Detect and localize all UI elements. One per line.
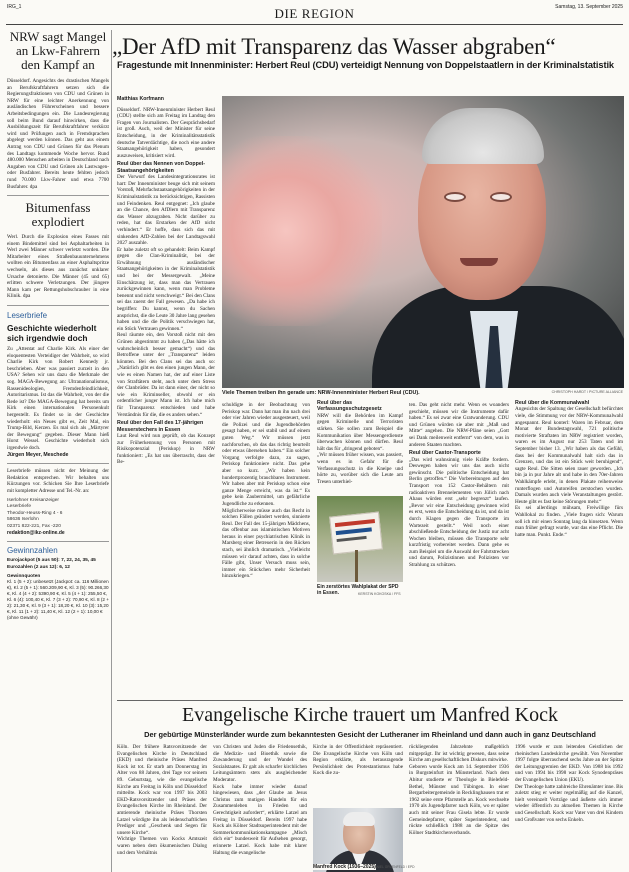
article-headline: Bitumenfass explodiert: [25, 200, 91, 230]
kock-headline: Evangelische Kirche trauert um Manfred Kock: [182, 704, 558, 726]
issue-date: Samstag, 13. September 2025: [555, 4, 623, 10]
subheading: Reul über die Kommunalwahl: [515, 400, 590, 406]
header-rule: [6, 24, 623, 25]
lead-column-5: [515, 400, 623, 698]
kock-column-1: [117, 744, 207, 870]
article-body: Kirche in der Öffentlichkeit repräsentiert. Die Evangelische Kirche von Köln und Region erklärte, als herausragende Persönlichkeit des Protestantismus habe Kock die zu-: [313, 744, 403, 777]
divider: [7, 463, 109, 464]
page-code: IRG_1: [7, 4, 22, 10]
section-title: DIE REGION: [274, 6, 355, 21]
letters-label: Leserbriefe: [7, 311, 48, 321]
address-line: 02371 822-221, Fax -220: [7, 523, 61, 529]
letters-address: [7, 498, 109, 531]
article-body: „Wir müssen früher wissen, was passiert, wenn es in Gefahr für die Verfassungsschutz in die Kneipe und hörte zu, worüber sich die Leute am Tresen unterhiel-: [317, 452, 403, 485]
article-body: Wichtige Themen von Kocks Amtszeit waren neben dem ökumenischen Dialog und dem Verhältnis: [117, 836, 207, 856]
article-body: Düsseldorf. Angesichts des drastischen Mangels an Berufskraftfahrern setzen sich die Regierungsfraktionen von CDU und Grünen in NRW für eine leichter Anerkennung von ausländischen Führerscheinen und bessere Arbeitsbedingungen ein. Die Landesregierung soll beim Bund darauf hinwirken, dass die Ausbildungszeit für Berufskraftfahrer verkürzt wird und Prüfungen auch in Fremdsprachen abgelegt werden können. Das geht aus einem Antrag von CDU und Grünen für das Plenum des Landtags kommende Woche hervor. Rund 480.000 Menschen arbeiten in Deutschland nach Angaben von CDU und Grünen als Lastwagen-oder Busfahrer. Bereits heute fehlten jedoch rund 70.000 Lkw-Fahrer und etwa 7700 Busfahrer. dpa: [7, 78, 109, 190]
author: Matthias Korfmann: [117, 96, 164, 102]
lead-subtitle: Fragestunde mit Innenminister: Herbert Reul (CDU) verteidigt Nennung von Doppelstaatlern in der Kriminalstatistik: [117, 60, 615, 70]
section-rule: [117, 700, 623, 701]
eurojackpot-numbers: Eurojackpot (5 aus 50): 7, 22, 24, 35, 45: [7, 558, 96, 564]
article-body: Kock habe immer wieder darauf hingewiesen, dass „der Glaube an Jesus Christus zum mutigen Handeln für ein Zusammenleben in Frieden und Gerechtigkeit aufordert“, erklärte Latzel am Freitag in Düsseldorf. Bereits 1997 habe Kock als Kölner Stadtsuperintendent mit der Sommerkommunikationskampagne „Misch dich ein“ bundesweit für Aufsehen gesorgt, erinnerte Latzel. Kock habe mit klarer Haltung die evangelische: [213, 783, 307, 856]
kock-column-2: [213, 744, 307, 870]
divider: [7, 541, 109, 542]
article-body: Angesichts der Spaltung der Gesellschaft befürchtet viele, die Stimmung vor der NRW-Kommunalwahl angespannt. Reul konterl: Waren im Februar, dem Monat der Bundestagswahl, 721 politische motivierte Straftaten im NRW registriert worden, waren es im August nur 253 Taten und im September bisher 13. „Wir haben als das Gefühl, dass bei der Kommunalwahl halt sich das in Grenzen, und das ist ein Stück weit beruhigend“, sagte Reul. Die Sitten seien rauer geworden. „Ich bin ja in pur Jahre alt und habe in den 70er-Jahren Wahlkämpfe erlebt, in denen Plakate reihenweise runterflogen und Autoreifen zerstochen wurden. Damals wurden auch viele Veranstaltungen gestört. Heute gibt es fast keine Störungen mehr.“: [515, 406, 623, 505]
article-body: 1996 wurde er zum leitenden Geistlichen der rheinischen Landeskirche gewählt. Von November 1997 folgte überraschend sechs Jahre an der Spitze der Leitungsgremien der EKD. Von 1988 bis 1992 und von 1994 bis 1998 war Kock Synodenpräses der Evangelischen Union (EKU).: [515, 744, 623, 783]
article-body: Werl. Durch die Explosion eines Fasses mit einem Bindemittel sind bei Asphaltarbeiten in Werl zwei Männer schwer verletzt worden. Die Mitarbeiter eines Straßenbauunternehmens wollten ein Bitumenfass an einer Asphaltspritze wechseln, als dieses aus zunächst unklarer Ursache detonierte. Die Männer (45 und 65) erlitten schwere Verletzungen. Der jüngere Mann kam per Rettungshubschrauber in eine Klinik. dpa: [7, 234, 109, 300]
photo-caption: Manfred Kock (1936–2025): [313, 864, 376, 870]
article-body: Es sei allerdings mühsam, Freiwillige fürs Wahllokal zu finden. „Viele fragen sich: Warum soll ich mir einen Sonntag lang da hinsetzen. Wenn man früher gefragt wurde, war das eine Pflicht. Die hatte man. Punkt. Ende.“: [515, 505, 623, 538]
letters-email[interactable]: redaktion@ikz-online.de: [7, 530, 65, 537]
article-body: ten. Das geht nicht mehr. Wenn es woanders geschieht, müssen wir die Instrumente dafür haben.“ Es sei zwar eine Gratwanderung. CDU und Grünen würden sie aber mit „Maß und Mitte“ angehen. Die NRW-Pläne seien „Gott sei Dank meilenweit entfernt“ von dem, was in anderen Staaten machten.: [409, 402, 509, 448]
address-line: Leserbriefe: [7, 504, 31, 510]
lotto-label: Gewinnzahlen: [7, 546, 58, 556]
kock-column-4: [409, 744, 509, 870]
article-body: Der Vorwurf des Landesintegrationsrates ist hart: Der Innenminister beuge sich mit seinem Vorstoß, Mehrfachstaatsangehörigkeiten in der Kriminalstatistik zu berücksichtigen, Rassisten und Feindenken. Reul entgegnet: „Ich glaube an die Chance, den AfDlern mit Transparenz das Wasser abzugraben. Nicht darüber zu reden, hat das Erstarken der AfD nicht verhindert.“ Er hoffe, dass sich das mit sinkenden AfD-Zahlen bei der Landtagswahl 2027 auszahle.: [117, 174, 215, 247]
photo-caption: Viele Themen treiben ihn gerade um: NRW-Innenminister Herbert Reul (CDU).: [222, 390, 420, 396]
letter-author: Jürgen Meyer, Meschede: [7, 451, 69, 458]
address-line: 58636 Iserlohn: [7, 517, 39, 523]
kock-portrait: [313, 808, 403, 872]
letters-note: Leserbriefe müssen nicht der Meinung der Redaktion entsprechen. Wir behalten uns Kürzungen vor. Schicken Sie Ihre Leserbriefe mit kompletter Adresse und Tel.-Nr. an:: [7, 468, 109, 494]
lead-column-2: [222, 402, 310, 698]
article-body: Möglicherweise müsse auch das Recht in solchen Fällen geändert werden, sinnierte Reul. Der Fall des 15-jährigen Mädchens, das offenbar aus islamistischen Motiven heraus in einer psychiatrischen Klinik in Marsberg einer Betreuerin in den Rücken stach, sei ähnlich dramatisch. „Vielleicht müssen wir darauf achten, dass in solche Fälle gibt, Unser Versuch muss sein, immer ein Stückchen mehr Sicherheit hinzukriegen.“: [222, 507, 310, 580]
article-body: „Das wird wahnsinnig viele Kräfte fordern. Deswegen haben wir uns das auch nicht gewünscht. Die politische Entscheidung hat Berlin getroffen.“ Die Vorbereitungen auf den Transport von 152 Castor-Behältern mit radioaktiven Brennelementen von Jülich nach Ahaus würden erst „sehr begrenzt“ laufen. „Bevor wir eine Entscheidung gewinnen wird es erst, wenn die Entscheidung da ist, und da ist durch Klagen gegen die Transporte im Wartezeit gestellt.“ Weil noch einer abschließende Entscheidung der Justiz nur acht Wochen bleiben, müssen die Transporte sehr kurzfristig vorbereitet werden. Dann gehe es zum Beispiel um die Auswahl der Fahrtstrecken und darum, Polizistinnen und Polizisten vor Strahlung zu schützen.: [409, 456, 509, 569]
article-body: Reul räumte ein, den Vorstoß nicht mit den Grünen abgestimmt zu haben („Das hätte ich wahrscheinlich besser gemacht“) und das Betroffene unter der „Transparenz“ leiden könnten. Bei den Clans sei das auch so: „Natürlich gibt es den einen jungen Mann, der wie es einen Namen hat, der auf einer Liste von Straftätern steht, auch unter dem Stress der Clanbrüder. Da ist dann einer, der nicht so wie ein Kriminseller, obwohl er ein ordentlicher junger Mann ist. Ich habe mich für Transparenz entschieden und habe Verständnis für die, die es anders sehen.“: [117, 332, 215, 418]
divider: [7, 305, 109, 306]
photo-credit: DANIEL GRUENFELD / EPD: [372, 865, 415, 869]
subheading: Reul über das Nennen von Doppel-Staatsangehörigkeiten: [117, 161, 205, 174]
kock-subtitle: Der gebürtige Münsterländer wurde zum bekanntesten Gesicht der Lutheraner im Rheinland und dann auch in ganz Deutschland: [144, 730, 596, 739]
lead-column-3: [317, 400, 403, 496]
lead-photo: [222, 96, 624, 388]
article-body: Düsseldorf. NRW-Innenminister Herbert Reul (CDU) stellte sich am Freitag im Landtag den Fragen von Journalisten. Der Gesprächsbedarf ist groß. Auch, weil der Minister für seine Entscheidung, in der Kriminalitätsstatistik deutsche Tatverdächtige, die noch eine andere Staatsangehörigkeit haben, gesondert auszuweisen, kritisiert wird.: [117, 106, 215, 159]
photo-caption: Ein zerstörtes Wahlplakat der SPD in Essen.: [317, 584, 399, 596]
address-line: Theodor-Heuss-Ring 4 - 6: [7, 510, 63, 516]
kock-column-3: [313, 744, 403, 804]
kock-column-5: [515, 744, 623, 870]
eurozahlen: Eurozahlen (2 aus 12): 6, 12: [7, 565, 70, 571]
left-column: [7, 30, 109, 868]
divider: [7, 195, 109, 196]
letter-title: Geschichte wiederholt sich irgendwie doch: [7, 323, 97, 343]
letter-body: Zu „Attentat auf Charlie Kirk. Als einer der eloquentesten Verteidiger der Wahrheit, so wird Charlie Kirk von Robert Kennedy jr. beschrieben. Aber was passiert zurzeit in den USA? Sehen wir uns dazu die Merkmale der sog. MAGA-Bewegung an: Ultranationalismus, Rassenideologien, Fremdenfeindlichkeit, Autoritarismus. Ist das die Wahrheit, von der die Rede ist? Die MAGA-Bewegung hat bereits um Kirk einen internationalen Personenkult hergestellt. Es findet so in der Geschichte wiederholt: ein Neues gibt es, Zeit Mal, ein Trump-Bild, Kerzen. Es mal sich als „Märtyrer der Bewegung“ gegeben. Dieser Mann hieß Horst Wessel. Geschichte wiederholt sich irgendwie doch.: [7, 346, 109, 451]
quoten-label: Gewinnquoten: [7, 573, 41, 579]
article-body: schuldigte in der Beobachtung von Periskop war. Dann hat man ihn nach drei oder vier Jahren wieder ausgesteuert, weil die Polizei und die Jugendbehörden gesagt haben, er sei stabil und auf einem guten Weg.“ Wir müssen jetzt nachforschen, ob das das richtig beurteilt oder etwas übersehen haben.“ Ein solcher Vorgang verfolgte dazu, zu sagen, Periskop funktioniere nicht. Das gehe aber so kurz. „Wir haben kein hundertprozentig brauchbares Instrument. Wir haben aber mit Periskop schon eine ganze Menge erreicht, was da ist.“ Es gebe kein Zaubermittel, um gefährliche Jugendliche zu erkennen.: [222, 402, 310, 507]
lead-headline: „Der AfD mit Transparenz das Wasser abgraben“: [112, 34, 556, 59]
address-line: Iserlohner Kreisanzeiger: [7, 497, 59, 503]
article-body: rückliegenden Jahrzehnte maßgeblich mitgeprägt. Ihr ist wichtig gewesen, dass seine Kirche am gesellschaftlichen Diskurs mitwirke.: [409, 744, 509, 764]
article-headline: NRW sagt Mangel an Lkw-Fahrern den Kampf an: [9, 30, 107, 72]
article-body: Er habe zuletzt oft so gehandelt: Beim Kampf gegen die Clan-Kriminalität, bei der Erwähnung ausländischer Staatsangehörigkeiten in der Kriminalstatistik und bei der Messergewalt. „Meine Einschätzung ist, dass man das Vertrauen zurückgewinnen kann, wenn man Probleme benennt und nicht verschweigt.“ Bei den Clans sei das zuerst der Fall gewesen. „Da habe ich begriffen: Du kannst, wenn du Sachen ansprichst, die die Leute 30 Jahre lang gesehen haben und die die Politik verschwiegen hat, ein Stück Vertrauen gewinnen.“: [117, 246, 215, 332]
article-body: von Christen und Juden die Friedensethik, die Medizin- und Bioethik sowie die Zuwanderung und der Wandel des Sozialstaates. Er galt als scharfer kirchlichen Leitungsämtern stets als ausgleichender Moderator.: [213, 744, 307, 783]
photo-credit: KERSTIN KOKOSKA / FFS: [358, 592, 401, 596]
quoten: Kl. 1 (5 + 2): unbesetzt (Jackpot: ca. 116 Millionen €), Kl. 2 (5 + 1): 560.209,90 €, Kl. 3 (5): 90.266,30 €, Kl. 4 (4 + 2): 5390,90 €, Kl. 5 (4 + 1): 255,50 €, Kl. 6 (4): 100,40 €, Kl. 7 (3 + 2): 70,90 €, Kl. 8 (2 + 2): 21,30 €, Kl. 9 (3 + 1): 18,20 €, Kl. 10 (3): 15,20 €, Kl. 11 (1 + 2): 11,40 €, Kl. 12 (2 + 1): 10,00 € (ohne Gewähr): [7, 578, 109, 620]
subheading: Reul über Castor-Transporte: [409, 450, 481, 457]
election-poster-photo: [317, 496, 403, 582]
lead-column-1: [117, 96, 215, 696]
subheading: Reul über das Verfassungsschutzgesetz: [317, 400, 382, 413]
article-body: Laut Reul wird nun geprüft, ob das Konzept zur Früherkennung von Personen mit Risikopotenzial (Periskop) in NRW funktioniert: „Es hat uns überrascht, dass der Be-: [117, 432, 215, 466]
lead-column-4: [409, 402, 509, 698]
article-body: Köln. Der frühere Ratsvorsitzende der Evangelischen Kirche in Deutschland (EKD) und rheinische Präses Manfred Kock ist tot. Er starb am Donnerstag im Alter von 88 Jahren, drei Tage vor seinem 89. Geburtstag, wie die evangelische Kirche am Freitag in Köln und Düsseldorf mitteilte. Kock war von 1997 bis 2003 EKD-Ratsvorsitzender und Präses der Evangelischen Kirche im Rheinland. Der amtierende rheinische Präses Thorsten Latzel würdigte ihn als leidenschaftlichen Prediger und „Geschenk und Segen für unsere Kirche“.: [117, 744, 207, 836]
photo-credit: CHRISTOPH HARDT / PICTURE ALLIANCE: [551, 390, 623, 394]
subheading: Reul über den Fall des 17-jährigen Messerstechers in Essen: [117, 420, 204, 433]
article-body: NRW will die Behörden im Kampf gegen Kriminelle und Terroristen stärken. Sie sollen zum Beispiel die Kommunikation über Messengerdienste überwachen können und dürfen. Reul hält das für „dringend geboten“.: [317, 412, 403, 452]
column-rule: [111, 30, 112, 872]
article-body: Geboren wurde Kock am 14. September 1936 in Burgsteinfurt im Münsterland. Nach dem Abitur studierte er Theologie in Bielefeld-Bethel, Münster und Tübingen. In einer Bergarbeitergemeinde in Recklinghausen trat er 1962 seine erste Pfarrstelle an. Kock wechselte 1970 als Jugendpfarrer nach Köln, wo er später auch mit seiner Frau Gisela lebte. Er wurde Gemeindepfarrer, später Superintendent, und rückte schließlich 1988 an die Spitze des Kölner Stadtkirchenverbands.: [409, 763, 509, 836]
article-body: Der Theologe hatte zahlreiche Ehrenämter inne. Bis zuletzt stieg er weiter regelmäßig auf die Kanzel, hielt vereinzelt Vorträge und äußerte sich immer wieder öffentlich zu aktuellen Themen in Kirche und Gesellschaft. Kock war Vater von drei Kindern und Großvater von sechs Enkeln.: [515, 783, 623, 823]
